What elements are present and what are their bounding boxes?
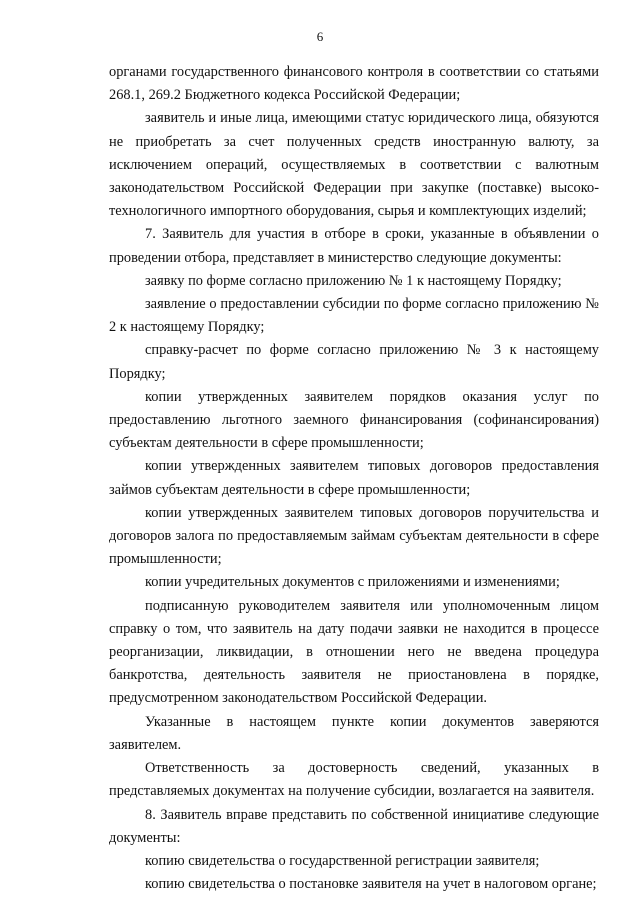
page-number: 6 — [316, 29, 324, 44]
paragraph: заявитель и иные лица, имеющими статус юридического лица, обязуются не приобретать за счет полученных средств иностранную валюту, за исключением операций, осуществляемых в соответствии с валютным законодательством Российской Федерации при закупке (поставке) высоко-технологичного импортного оборудования, сырья и комплектующих изделий; — [109, 110, 599, 220]
paragraph: Ответственность за достоверность сведений, указанных в представляемых документах на получение субсидии, возлагается на заявителя. — [109, 760, 599, 800]
paragraph: заявление о предоставлении субсидии по форме согласно приложению № 2 к настоящему Порядку; — [109, 296, 599, 336]
paragraph: копии утвержденных заявителем типовых договоров поручительства и договоров залога по предоставляемым займам субъектам деятельности в сфере промышленности; — [109, 504, 599, 568]
paragraph: копию свидетельства о постановке заявителя на учет в налоговом органе; — [145, 876, 597, 893]
paragraph: копии учредительных документов с приложениями и изменениями; — [145, 574, 560, 591]
paragraph: копии утвержденных заявителем порядков оказания услуг по предоставлению льготного заемного финансирования (софинансирования) субъектам деятельности в сфере промышленности; — [109, 388, 599, 452]
paragraph: справку-расчет по форме согласно приложению № 3 к настоящему Порядку; — [109, 342, 599, 382]
paragraph: 8. Заявитель вправе представить по собственной инициативе следующие документы: — [109, 806, 599, 846]
document-body — [109, 61, 599, 896]
paragraph: подписанную руководителем заявителя или уполномоченным лицом справку о том, что заявитель на дату подачи заявки не находится в процессе реорганизации, ликвидации, в отношении него не введена процедура банкротства, деятельность заявителя не приостановлена в порядке, предусмотренном законодательством Российской Федерации. — [109, 597, 599, 707]
paragraph: Указанные в настоящем пункте копии документов заверяются заявителем. — [109, 713, 599, 753]
paragraph: 7. Заявитель для участия в отборе в сроки, указанные в объявлении о проведении отбора, представляет в министерство следующие документы: — [109, 226, 599, 266]
paragraph: заявку по форме согласно приложению № 1 к настоящему Порядку; — [145, 272, 562, 289]
paragraph: копию свидетельства о государственной регистрации заявителя; — [145, 852, 540, 869]
paragraph-continuation: органами государственного финансового контроля в соответствии со статьями 268.1, 269.2 Бюджетного кодекса Российской Федерации; — [109, 64, 599, 104]
paragraph: копии утвержденных заявителем типовых договоров предоставления займов субъектам деятельности в сфере промышленности; — [109, 458, 599, 498]
